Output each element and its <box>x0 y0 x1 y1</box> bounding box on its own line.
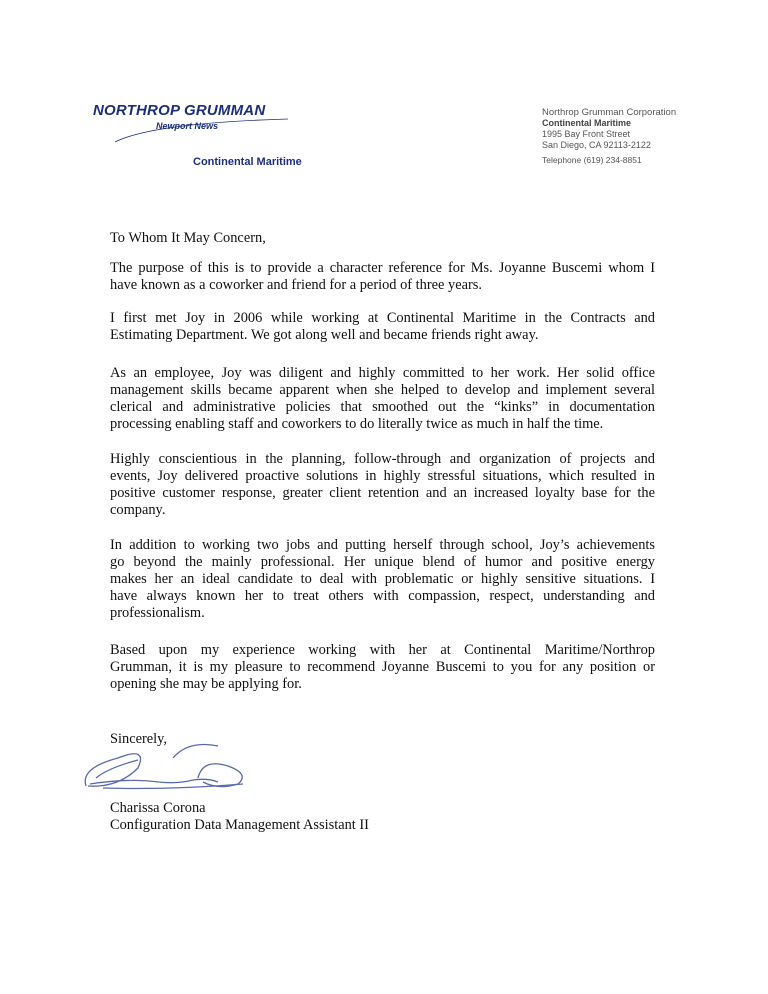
paragraph-line: have known as a coworker and friend for a period of three years. <box>110 277 482 293</box>
paragraph-line: go beyond the mainly professional. Her unique blend of humor and positive energy <box>110 554 655 570</box>
company-name: Northrop Grumman Corporation <box>542 107 677 118</box>
paragraph-line: professionalism. <box>110 605 205 621</box>
paragraph-line: positive customer response, greater client retention and an increased loyalty base for the <box>110 485 655 501</box>
paragraph-line: I first met Joy in 2006 while working at Continental Maritime in the Contracts and <box>110 310 655 326</box>
signer-title: Configuration Data Management Assistant II <box>110 817 369 833</box>
paragraph-line: Based upon my experience working with her at Continental Maritime/Northrop <box>110 642 655 658</box>
letterhead-address <box>542 107 676 166</box>
body-paragraph <box>110 642 655 693</box>
address-division: Continental Maritime <box>542 118 632 128</box>
paragraph-line: have always known her to treat others with compassion, respect, understanding and <box>110 588 655 604</box>
logo-subtext: Newport News <box>156 121 219 131</box>
paragraph-line: Estimating Department. We got along well and became friends right away. <box>110 327 539 343</box>
body-paragraph <box>110 365 655 433</box>
paragraph-line: events, Joy delivered proactive solutions in highly stressful situations, which resulted in <box>110 468 655 484</box>
signer-name: Charissa Corona <box>110 800 206 816</box>
paragraph-line: As an employee, Joy was diligent and highly committed to her work. Her solid office <box>110 365 655 381</box>
salutation: To Whom It May Concern, <box>110 230 266 246</box>
body-paragraph <box>110 310 655 344</box>
body-paragraph <box>110 260 655 294</box>
paragraph-line: company. <box>110 502 166 518</box>
body-paragraph <box>110 451 655 519</box>
paragraph-line: processing enabling staff and coworkers to do literally twice as much in half the time. <box>110 416 604 432</box>
closing: Sincerely, <box>110 731 168 747</box>
signer-block <box>110 800 655 834</box>
paragraph-line: Grumman, it is my pleasure to recommend Joyanne Buscemi to you for any position or <box>110 659 655 675</box>
paragraph-line: clerical and administrative policies that smoothed out the “kinks” in documentation <box>110 399 655 415</box>
address-street: 1995 Bay Front Street <box>542 129 631 139</box>
address-city: San Diego, CA 92113-2122 <box>542 140 651 150</box>
handwritten-signature <box>78 738 253 798</box>
address-telephone: Telephone (619) 234-8851 <box>542 155 642 165</box>
paragraph-line: makes her an ideal candidate to deal with problematic or highly sensitive situations. I <box>110 571 655 587</box>
letterhead-logo <box>93 102 293 152</box>
division-name: Continental Maritime <box>193 156 302 168</box>
body-paragraph <box>110 537 655 622</box>
paragraph-line: management skills became apparent when she helped to develop and implement several <box>110 382 655 398</box>
paragraph-line: opening she may be applying for. <box>110 676 302 692</box>
paragraph-line: In addition to working two jobs and putting herself through school, Joy’s achievements <box>110 537 655 553</box>
paragraph-line: The purpose of this is to provide a character reference for Ms. Joyanne Buscemi whom I <box>110 260 655 276</box>
paragraph-line: Highly conscientious in the planning, follow-through and organization of projects and <box>110 451 655 467</box>
logo-wordmark: NORTHROP GRUMMAN <box>93 102 266 119</box>
